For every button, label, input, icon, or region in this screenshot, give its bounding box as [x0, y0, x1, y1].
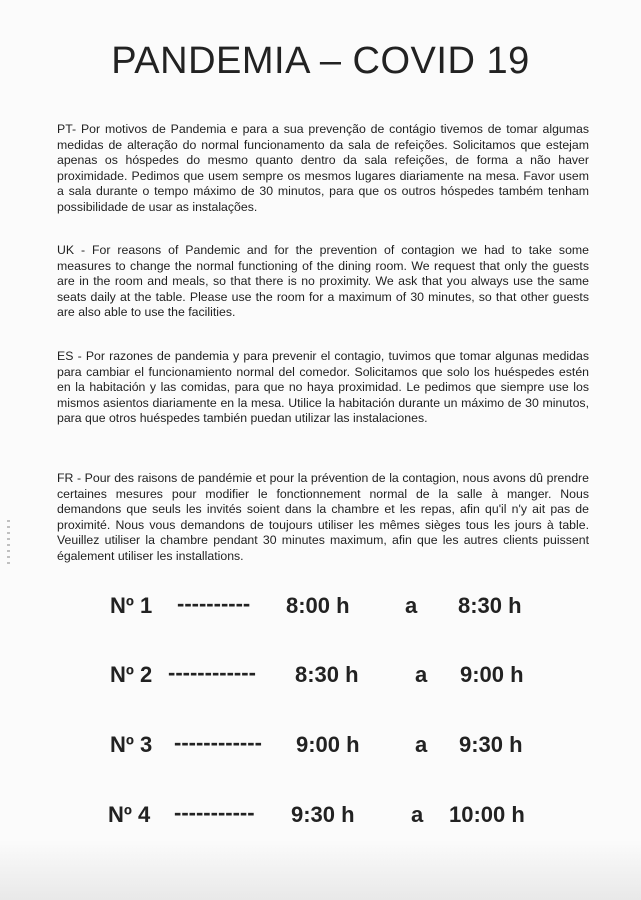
paragraph-uk: UK - For reasons of Pandemic and for the prevention of contagion we had to take some measures to change the normal functioning of the dining room. We request that only the guests are in the room and meals, so that there is no proximity. We ask that you always use the same seats daily at the table. Please use the room for a maximum of 30 minutes, so that other guests are also able to use the facilities.	[57, 243, 589, 320]
slot-dashes: ----------	[177, 591, 251, 616]
slot-separator: a	[415, 662, 428, 687]
slot-end: 8:30 h	[458, 593, 522, 618]
slot-end: 9:30 h	[459, 732, 523, 757]
slot-start: 8:30 h	[295, 662, 359, 687]
slot-separator: a	[415, 732, 428, 757]
paragraph-es: ES - Por razones de pandemia y para prevenir el contagio, tuvimos que tomar algunas medidas para cambiar el funcionamiento normal del comedor. Solicitamos que solo los huéspedes estén en la habitación y las comidas, para que no haya proximidad. Le pedimos que siempre use los mismos asientos diariamente en la mesa. Utilice la habitación durante un máximo de 30 minutos, para que otros huéspedes también puedan utilizar las instalaciones.	[57, 349, 589, 426]
paragraph-pt: PT- Por motivos de Pandemia e para a sua prevenção de contágio tivemos de tomar algumas medidas de alteração do normal funcionamento da sala de refeições. Solicitamos que estejam apenas os hóspedes do mesmo quanto dentro da sala refeições, de forma a não haver proximidade. Pedimos que usem sempre os mesmos lugares diariamente na mesa. Favor usem a sala durante o tempo máximo de 30 minutos, para que os outros hóspedes também tenham possibilidade de usar as instalações.	[57, 122, 589, 214]
paragraph-fr: FR - Pour des raisons de pandémie et pour la prévention de la contagion, nous avons dû prendre certaines mesures pour modifier le fonctionnement normal de la salle à manger. Nous demandons que seuls les invités soient dans la chambre et les repas, afin qu'il n'y ait pas de proximité. Nous vous demandons de toujours utiliser les mêmes sièges tous les jours à table. Veuillez utiliser la chambre pendant 30 minutes maximum, afin que les autres clients puissent également utiliser les installations.	[57, 471, 589, 563]
time-slot-4	[0, 802, 641, 832]
slot-start: 9:30 h	[291, 802, 355, 827]
slot-dashes: -----------	[174, 800, 255, 825]
slot-start: 8:00 h	[286, 593, 350, 618]
slot-number: Nº 1	[110, 593, 153, 618]
scan-artifact	[7, 520, 10, 564]
time-slot-2	[0, 662, 641, 692]
slot-end: 10:00 h	[449, 802, 525, 827]
slot-separator: a	[405, 593, 418, 618]
slot-end: 9:00 h	[460, 662, 524, 687]
slot-number: Nº 2	[110, 662, 153, 687]
slot-number: Nº 3	[110, 732, 153, 757]
slot-separator: a	[411, 802, 424, 827]
slot-start: 9:00 h	[296, 732, 360, 757]
slot-dashes: ------------	[174, 730, 262, 755]
slot-number: Nº 4	[108, 802, 151, 827]
scan-shadow	[0, 840, 641, 900]
time-slot-1	[0, 593, 641, 623]
slot-dashes: ------------	[168, 660, 256, 685]
time-slot-3	[0, 732, 641, 762]
page-title: PANDEMIA – COVID 19	[111, 40, 530, 82]
